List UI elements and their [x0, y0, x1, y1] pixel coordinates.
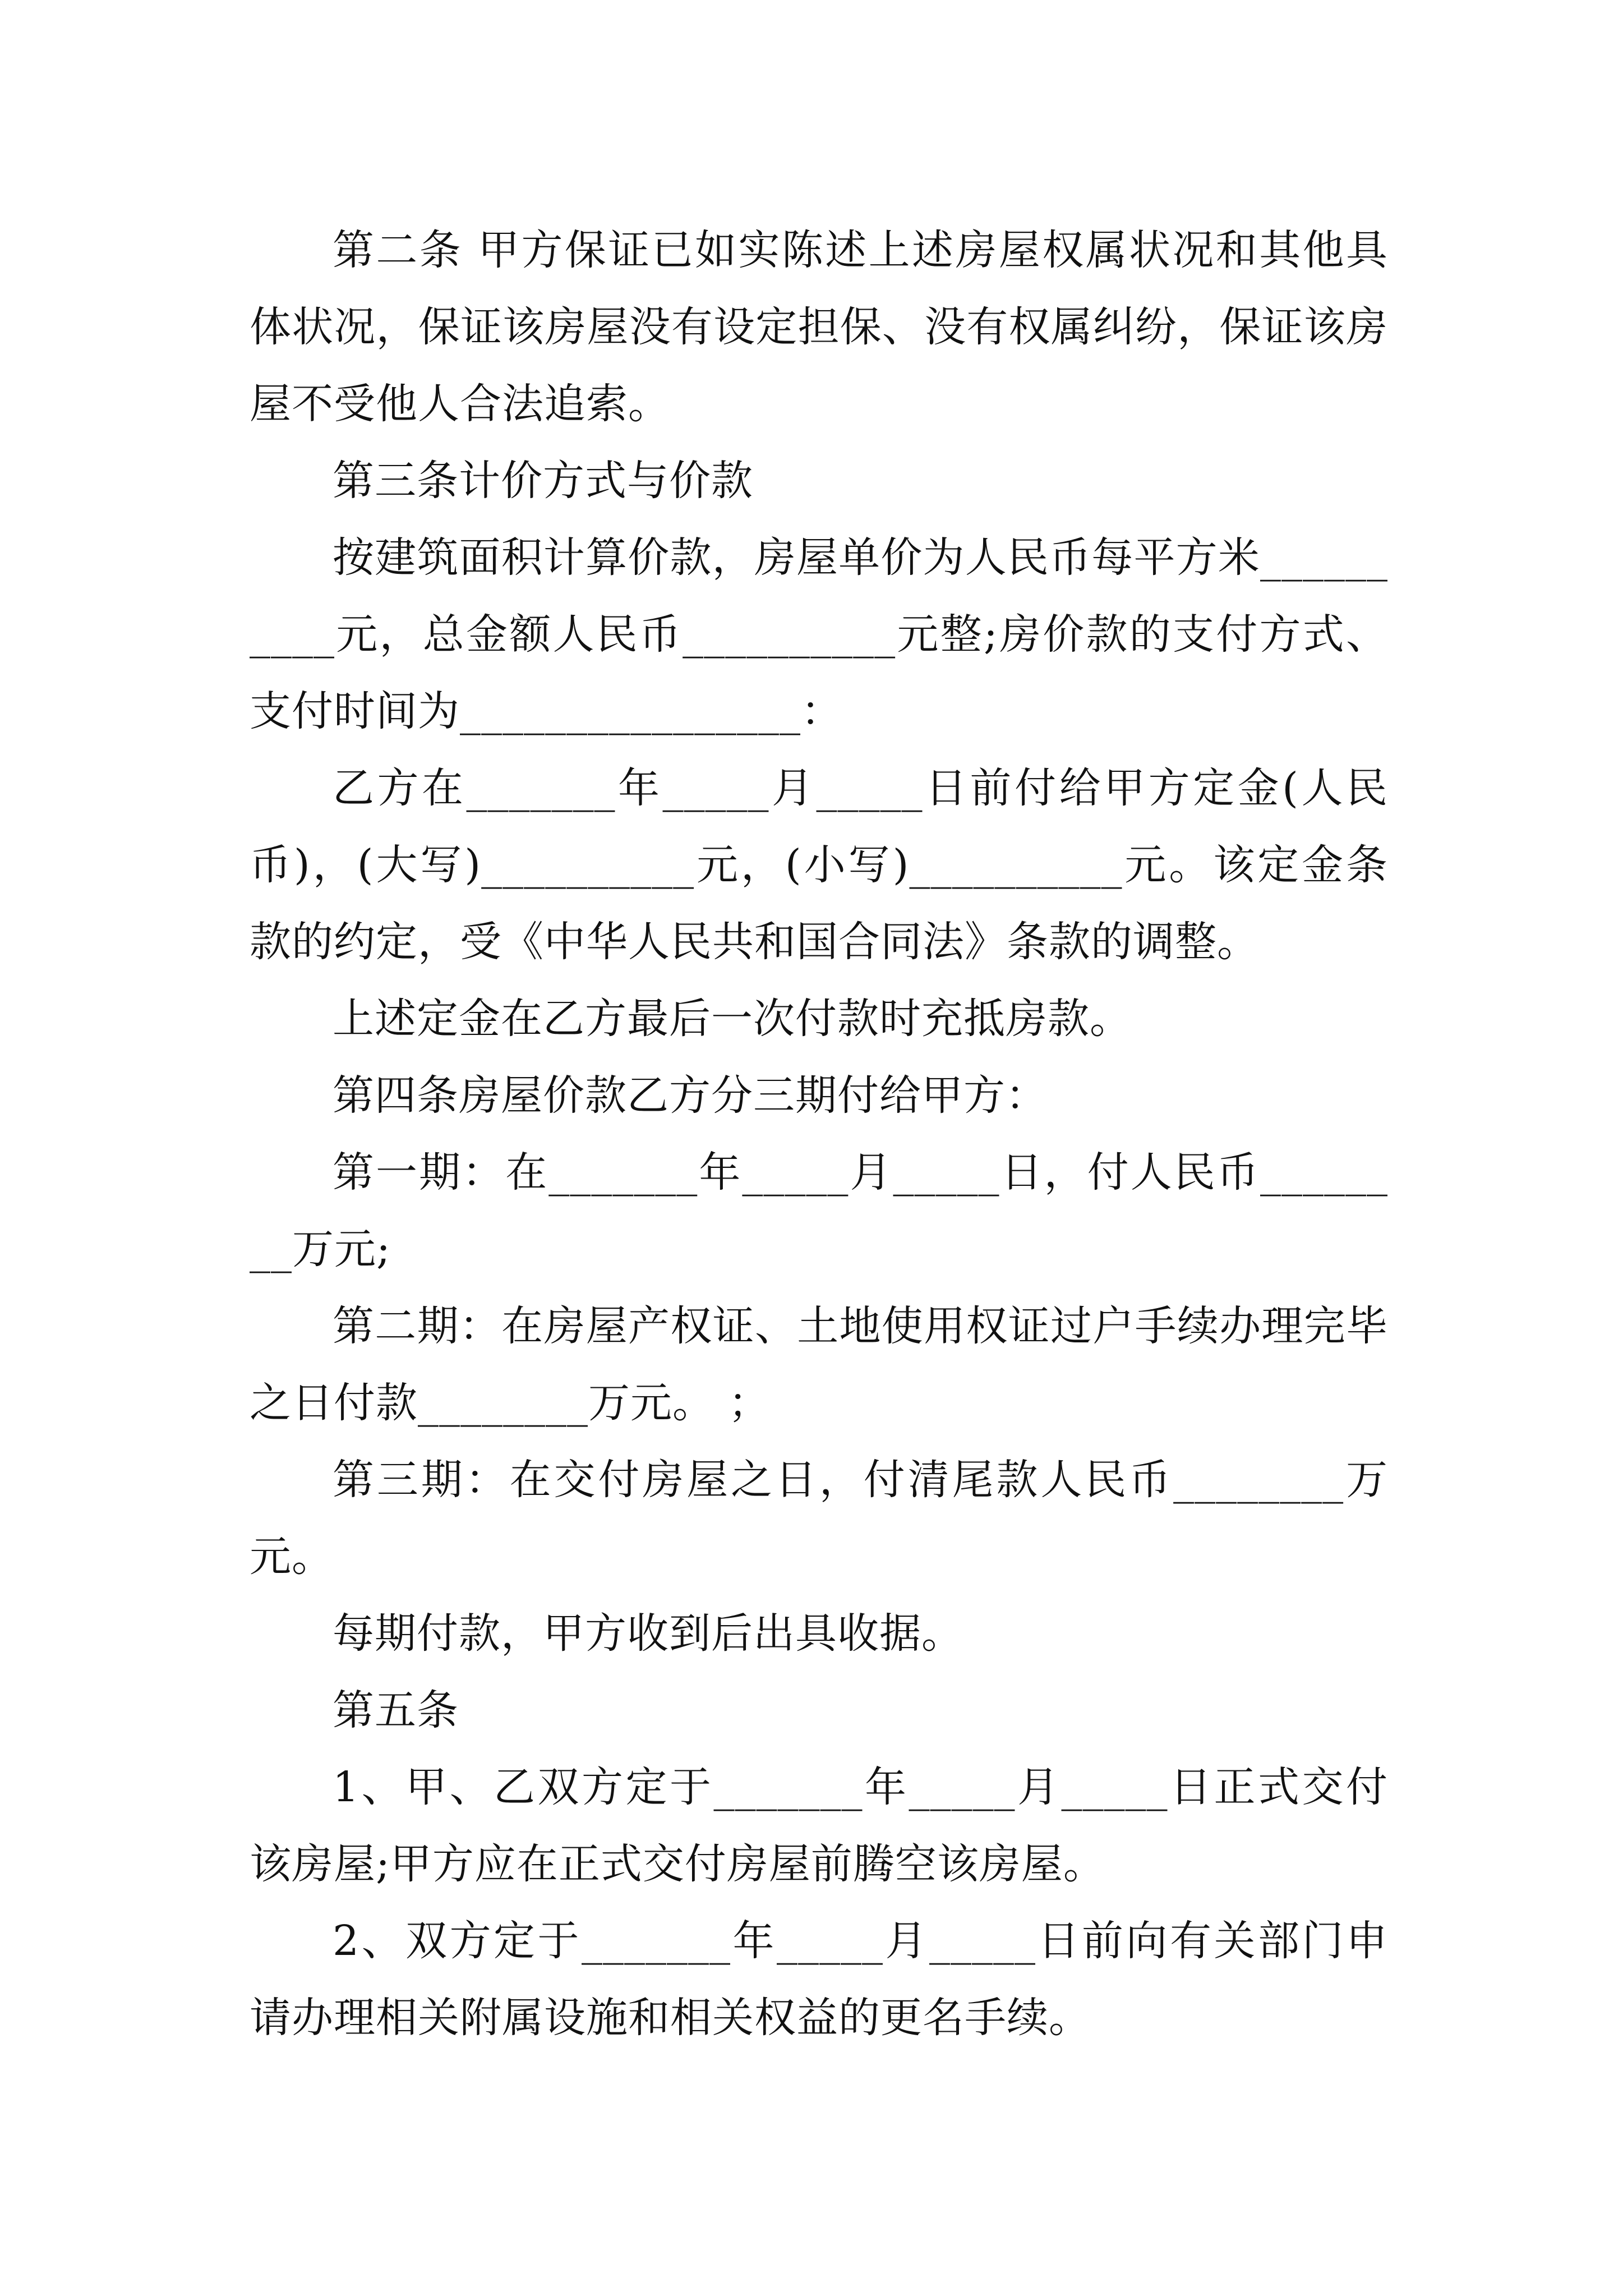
paragraph-article-2: 第二条 甲方保证已如实陈述上述房屋权属状况和其他具体状况，保证该房屋没有设定担保、没有权属纠纷，保证该房屋不受他人合法追索。	[250, 226, 1388, 428]
paragraph-article-3-heading: 第三条计价方式与价款	[333, 457, 753, 505]
paragraph-price-terms: 按建筑面积计算价款，房屋单价为人民币每平方米__________元，总金额人民币__________元整;房价款的支付方式、支付时间为________________：	[250, 533, 1388, 735]
paragraph-article-5-heading: 第五条	[333, 1686, 459, 1734]
paragraph-deposit-offset: 上述定金在乙方最后一次付款时充抵房款。	[333, 995, 1132, 1043]
paragraph-handover: 1、甲、乙双方定于_______年_____月_____日正式交付该房屋;甲方应在正式交付房屋前腾空该房屋。	[250, 1763, 1388, 1888]
document-body	[250, 212, 1388, 2056]
paragraph-article-4-heading: 第四条房屋价款乙方分三期付给甲方：	[333, 1071, 1048, 1120]
paragraph-installment-2: 第二期：在房屋产权证、土地使用权证过户手续办理完毕之日付款________万元。 ；	[250, 1302, 1388, 1427]
paragraph-receipt: 每期付款，甲方收到后出具收据。	[333, 1609, 963, 1658]
paragraph-rename-procedures: 2、双方定于_______年_____月_____日前向有关部门申请办理相关附属设施和相关权益的更名手续。	[250, 1917, 1388, 2042]
paragraph-installment-1: 第一期：在_______年_____月_____日，付人民币________万元;	[250, 1148, 1388, 1273]
paragraph-installment-3: 第三期：在交付房屋之日，付清尾款人民币________万元。	[250, 1456, 1388, 1581]
paragraph-deposit: 乙方在_______年_____月_____日前付给甲方定金(人民币)，(大写)__________元，(小写)__________元。该定金条款的约定，受《中华人民共和国合同法》条款的调整。	[250, 764, 1388, 966]
